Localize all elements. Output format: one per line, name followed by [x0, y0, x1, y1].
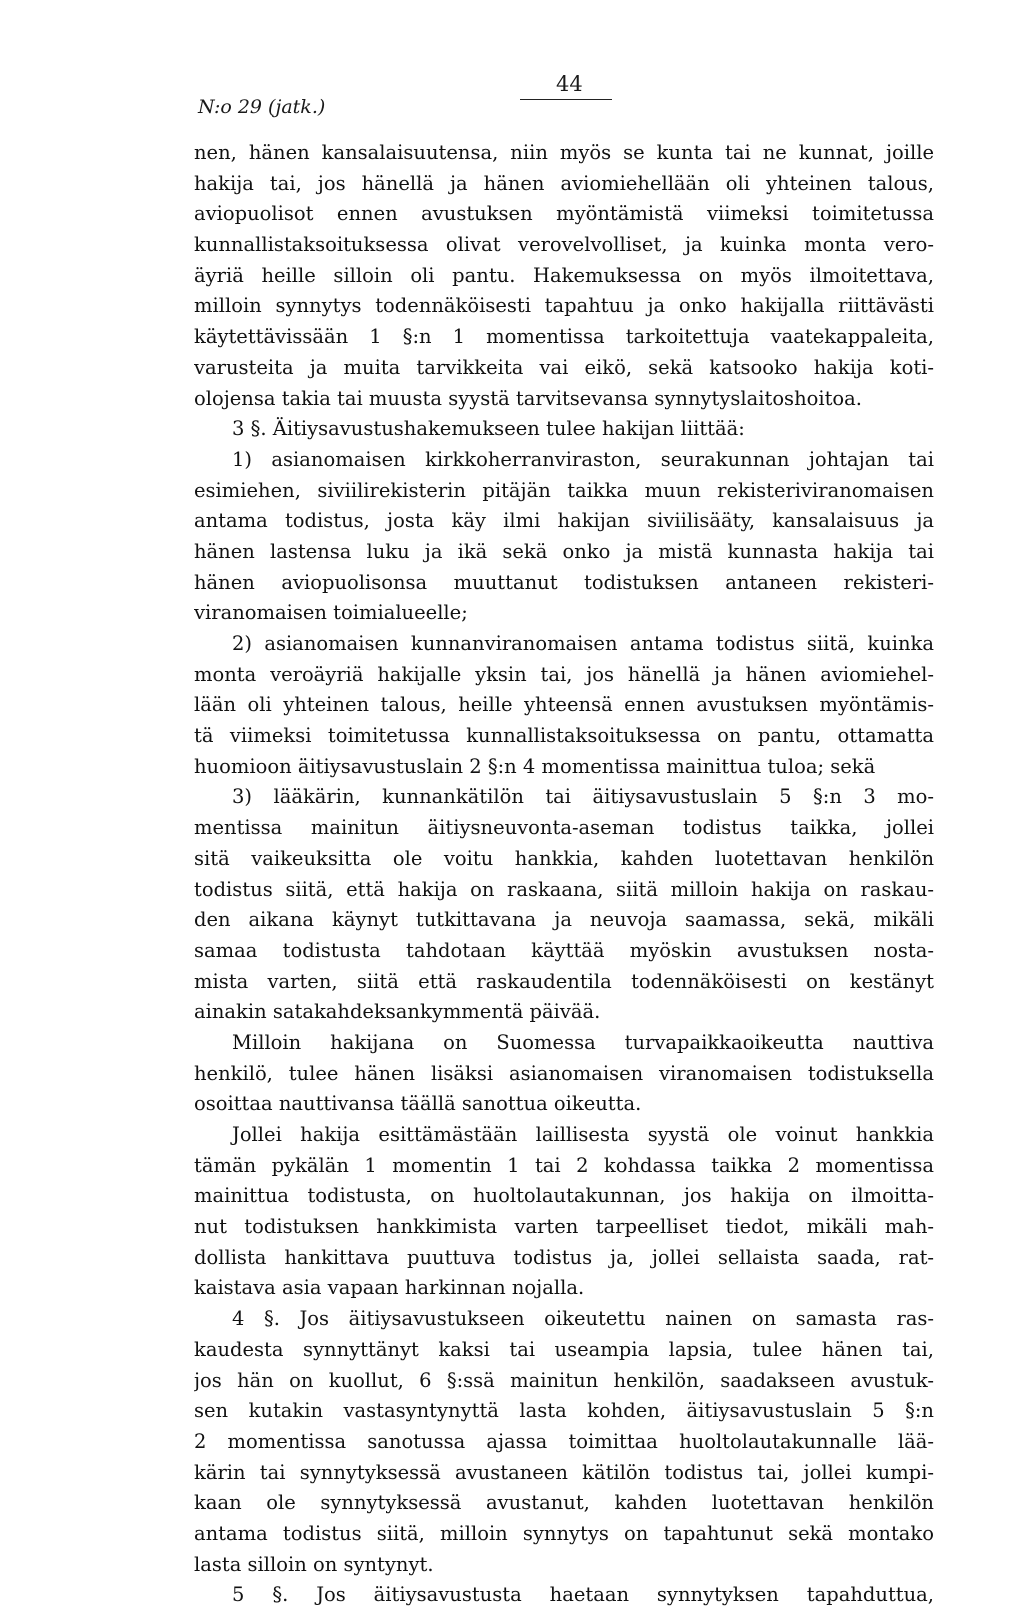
text-line: 2) asianomaisen kunnanviranomaisen antama todistus siitä, kuinka — [232, 632, 934, 655]
text-line: milloin synnytys todennäköisesti tapahtuu ja onko hakijalla riittävästi — [194, 294, 934, 318]
text-line: antama todistus, josta käy ilmi hakijan siviilisääty, kansalaisuus ja — [194, 509, 934, 533]
text-line: kaan ole synnytyksessä avustanut, kahden luotettavan henkilön — [194, 1491, 934, 1515]
text-line: samaa todistusta tahdotaan käyttää myöskin avustuksen nosta- — [194, 938, 934, 962]
text-line: hakija tai, jos hänellä ja hänen aviomiehellään oli yhteinen talous, — [194, 171, 934, 195]
text-line: huomioon äitiysavustuslain 2 §:n 4 momentissa mainittua tuloa; sekä — [194, 754, 876, 778]
text-line: hänen lastensa luku ja ikä sekä onko ja mistä kunnasta hakija tai — [194, 539, 934, 563]
text-line: tämän pykälän 1 momentin 1 tai 2 kohdassa taikka 2 momentissa — [194, 1153, 934, 1177]
text-line: sen kutakin vastasyntynyttä lasta kohden, äitiysavustuslain 5 §:n — [194, 1399, 934, 1423]
text-line: nut todistuksen hankkimista varten tarpeelliset tiedot, mikäli mah- — [194, 1215, 934, 1239]
text-line: kaudesta synnyttänyt kaksi tai useampia lapsia, tulee hänen tai, — [194, 1337, 934, 1361]
body-text — [194, 138, 934, 1611]
text-line: mainittua todistusta, on huoltolautakunnan, jos hakija on ilmoitta- — [194, 1184, 934, 1208]
section-reference: N:o 29 (jatk.) — [198, 96, 326, 118]
text-line: käytettävissään 1 §:n 1 momentissa tarkoitettuja vaatekappaleita, — [194, 325, 934, 349]
text-line: tä viimeksi toimitetussa kunnallistaksoituksessa on pantu, ottamatta — [194, 724, 934, 748]
text-line: varusteita ja muita tarvikkeita vai eikö, sekä katsooko hakija koti- — [194, 355, 934, 379]
text-line: mista varten, siitä että raskaudentila todennäköisesti on kestänyt — [194, 969, 934, 993]
page-header — [0, 0, 1024, 140]
text-line: 4 §. Jos äitiysavustukseen oikeutettu nainen on samasta ras- — [232, 1307, 934, 1331]
text-line: aviopuolisot ennen avustuksen myöntämistä viimeksi toimitetussa — [194, 202, 934, 226]
text-line: esimiehen, siviilirekisterin pitäjän taikka muun rekisteriviranomaisen — [194, 478, 934, 502]
text-line: dollista hankittava puuttuva todistus ja, jollei sellaista saada, rat- — [194, 1245, 934, 1269]
text-line: Jollei hakija esittämästään laillisesta syystä ole voinut hankkia — [232, 1123, 934, 1146]
text-line: jos hän on kuollut, 6 §:ssä mainitun henkilön, saadakseen avustuk- — [194, 1368, 934, 1392]
header-rule — [520, 99, 612, 100]
text-line: Milloin hakijana on Suomessa turvapaikkaoikeutta nauttiva — [232, 1030, 934, 1054]
text-line: lään oli yhteinen talous, heille yhteensä ennen avustuksen myöntämis- — [194, 693, 934, 717]
text-line: hänen aviopuolisonsa muuttanut todistuksen antaneen rekisteri- — [194, 570, 934, 594]
text-line: sitä vaikeuksitta ole voitu hankkia, kahden luotettavan henkilön — [194, 846, 934, 870]
text-line: henkilö, tulee hänen lisäksi asianomaisen viranomaisen todistuksella — [194, 1061, 934, 1085]
text-line: kunnallistaksoituksessa olivat verovelvolliset, ja kuinka monta vero- — [194, 233, 934, 257]
text-line: kaistava asia vapaan harkinnan nojalla. — [194, 1276, 585, 1300]
text-line: antama todistus siitä, milloin synnytys on tapahtunut sekä montako — [194, 1521, 934, 1545]
text-line: todistus siitä, että hakija on raskaana, siitä milloin hakija on raskau- — [194, 877, 934, 901]
text-line: nen, hänen kansalaisuutensa, niin myös se kunta tai ne kunnat, joille — [194, 141, 934, 164]
page-number: 44 — [556, 72, 583, 96]
text-line: 1) asianomaisen kirkkoherranviraston, seurakunnan johtajan tai — [232, 447, 934, 471]
text-line: olojensa takia tai muusta syystä tarvitsevansa synnytyslaitoshoitoa. — [194, 386, 862, 410]
text-line: viranomaisen toimialueelle; — [194, 601, 468, 625]
text-line: den aikana käynyt tutkittavana ja neuvoja saamassa, sekä, mikäli — [194, 908, 934, 932]
text-line: 3) lääkärin, kunnankätilön tai äitiysavustuslain 5 §:n 3 mo- — [232, 785, 934, 809]
text-line: 3 §. Äitiysavustushakemukseen tulee hakijan liittää: — [232, 417, 745, 441]
text-line: 2 momentissa sanotussa ajassa toimittaa huoltolautakunnalle lää- — [194, 1429, 934, 1453]
text-line: äyriä heille silloin oli pantu. Hakemuksessa on myös ilmoitettava, — [194, 263, 934, 287]
text-line: mentissa mainitun äitiysneuvonta-aseman todistus taikka, jollei — [194, 816, 934, 840]
text-line: 5 §. Jos äitiysavustusta haetaan synnytyksen tapahduttua, — [232, 1583, 934, 1607]
text-line: kärin tai synnytyksessä avustaneen kätilön todistus tai, jollei kumpi- — [194, 1460, 934, 1484]
text-line: monta veroäyriä hakijalle yksin tai, jos hänellä ja hänen aviomiehel- — [194, 662, 934, 686]
text-line: osoittaa nauttivansa täällä sanottua oikeutta. — [194, 1092, 642, 1116]
text-line: lasta silloin on syntynyt. — [194, 1552, 434, 1576]
text-line: ainakin satakahdeksankymmentä päivää. — [194, 1000, 601, 1024]
